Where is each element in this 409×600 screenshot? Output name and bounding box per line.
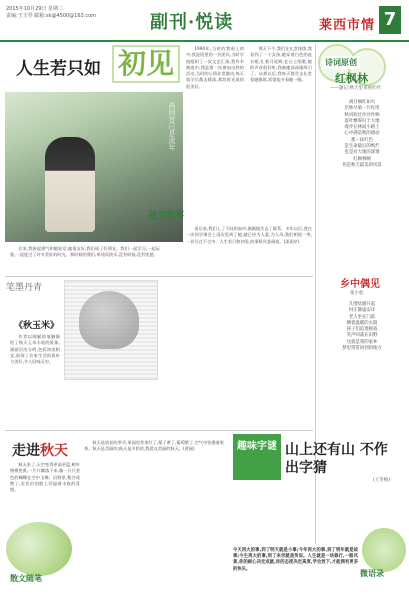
quote-caption: 微语录 xyxy=(360,569,384,578)
lead-paragraph: 那天下午,我们在礼堂排练,我看到了一个女孩,她穿着白色的连衣裙,扎着马尾辫,在台上唱歌,她的声音很好听,我被她深深地吸引了。从那以后,我每天都会去礼堂看她排练,希望能多看她一眼。 xyxy=(250,46,312,83)
autumn-title xyxy=(12,440,68,460)
lead-column-2 xyxy=(250,46,312,226)
poem-line: 红枫林啊 xyxy=(353,156,371,162)
bush-illustration xyxy=(362,528,406,572)
issue-meta xyxy=(6,6,96,20)
lead-title: 人生若只如 xyxy=(16,59,101,79)
poem-line: 心中满是秋的感动 xyxy=(344,131,380,137)
editor-info: 责编:王玉琴 邮箱:sk@4500@163.com xyxy=(6,13,96,19)
poem-line: 老人坐在门前 xyxy=(348,314,376,320)
poem-line: 这就是我的家乡 xyxy=(346,339,378,345)
section-title: 副刊·悦读 xyxy=(150,12,234,33)
lead-column-1 xyxy=(186,46,244,226)
lead-column-4 xyxy=(186,226,312,274)
autumn-caption: 散文随笔 xyxy=(10,574,42,583)
photo-figure xyxy=(45,137,95,232)
poem-line: 几缕炊烟升起 xyxy=(348,302,376,307)
poem2-title: 乡中偶见 xyxy=(340,279,380,290)
section-divider xyxy=(5,430,313,431)
paper-name: 莱西市情 xyxy=(318,18,375,33)
poem-line: 村庄静谧安详 xyxy=(348,308,376,314)
sketch-column xyxy=(10,334,60,424)
poem2-author: 张小松 xyxy=(350,291,364,296)
riddle-badge: 趣味字谜 xyxy=(233,434,281,480)
poem-line: 也是对大地的深情 xyxy=(344,150,380,156)
poem-line: 那一抹红色 xyxy=(351,137,373,143)
lead-paragraph: 后来,我鼓起勇气和她说话,她很友好,我们成了好朋友。我们一起学习,一起玩耍,一起度过了许多美好的时光。那时候的我们,单纯而快乐,没有烦恼,没有忧愁。 xyxy=(10,246,160,258)
leaf-illustration xyxy=(6,522,72,576)
lead-column-3 xyxy=(10,246,160,274)
autumn-title-prefix: 走进 xyxy=(12,443,40,459)
autumn-column-2 xyxy=(84,440,224,590)
quote-text: 今天再大的事,到了明天就是小事;今年再大的事,到了明年就是故事;今生再大的事,到了来世就是传说。人生就是一场修行,一路风景,你的耐心决定成就,你的态度决定高度,学会放下,才能拥有更多的快乐。 xyxy=(233,548,358,572)
sketch-image xyxy=(64,280,158,380)
poem-line: 落叶飘零归于大地 xyxy=(344,118,380,124)
poem-line: 满目枫红如火 xyxy=(348,100,376,105)
poem-body xyxy=(320,100,404,169)
sketch-heading: 笔墨丹青 xyxy=(6,283,43,293)
riddle-title: 山上还有山 不作出字猜 xyxy=(285,442,388,476)
poem-line: 孩子们追逐嬉戏 xyxy=(346,327,378,333)
poem-title: 红枫林 xyxy=(335,72,368,85)
poem2-body xyxy=(320,302,404,352)
poem-line: 晒着温暖的太阳 xyxy=(346,320,378,326)
autumn-paragraph: 秋天来了,天空变得更高更蓝,树叶慢慢变黄,一片片飘落下来,像一只只金色的蝴蝶在空中飞舞。田野里,稻谷成熟了,农民伯伯脸上洋溢着丰收的喜悦。 xyxy=(10,462,80,493)
poem-line: 秋风吹过沙沙作响 xyxy=(344,112,380,118)
poem-line: 层林尽染一片红彤 xyxy=(344,106,380,112)
autumn-title-accent: 秋天 xyxy=(40,443,68,459)
page-number: 7 xyxy=(379,6,401,34)
lead-paragraph: 再后来,我们上了不同的高中,渐渐地失去了联系。多年以后,我在一次同学聚会上再次见到了她,她已经为人妻,为人母,我们相视一笑,一切尽在不言中。人生若只如初见,何事秋风悲画扇。(姜雨亭) xyxy=(186,226,312,244)
sketch-book-title: 《秋玉米》 xyxy=(14,321,60,331)
lead-byline: 姜文故事 xyxy=(148,211,185,221)
poem-line: 漫步在林间小路上 xyxy=(344,125,380,131)
autumn-paragraph: 秋天是收获的季节,果园里苹果红了,梨子黄了,葡萄紫了,空气中弥漫着果香。秋天是美丽的,秋天是多彩的,我爱这美丽的秋天。(贾丽) xyxy=(84,440,224,452)
section-divider xyxy=(5,276,313,277)
page-header xyxy=(0,0,409,42)
lead-paragraph: 1994年,当时的我刚上初中,我是班里的一名团员,当时学校组织了一次文艺汇演,我有幸被选中,我是第一次参加这样的活动,当时的心情非常激动,每天放学后都去排练,那段时光真的很美好。 xyxy=(186,46,244,89)
poem-kicker: 诗词原创 xyxy=(322,56,360,69)
poem-line: 笑声回荡在田野 xyxy=(346,333,378,339)
lead-title-big: 初见 xyxy=(112,45,180,83)
riddle-author: (王冬梅) xyxy=(373,478,391,483)
autumn-column-1 xyxy=(10,462,80,522)
sketch-paragraph: 作者以细腻的笔触描绘了秋天玉米丰收的景象,画面层次分明,色彩浓淡相宜,展现了农家生活的质朴与美好,令人回味无穷。 xyxy=(10,334,60,365)
poem-line: 梦里常常回到的地方 xyxy=(342,346,382,352)
poem-line: 是生命最后的绚烂 xyxy=(344,144,380,150)
issue-date: 2015年10月29日 星期二 xyxy=(6,6,64,12)
photo-caption: 再回首已是流年 xyxy=(168,102,176,151)
poem-line: 你是秋天最美的风景 xyxy=(342,162,382,168)
poem-author: ——题记:秋天里来看红叶 xyxy=(330,86,382,91)
